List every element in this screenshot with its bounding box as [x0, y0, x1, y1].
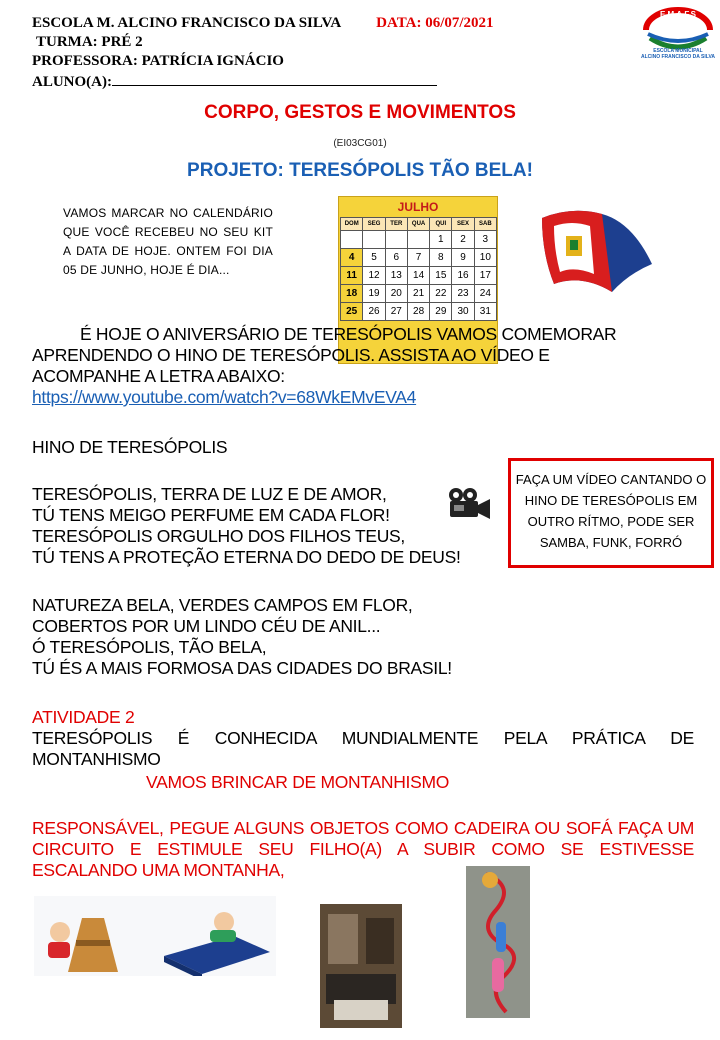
calendar-day: 4 [341, 249, 363, 267]
calendar-day: 25 [341, 303, 363, 321]
calendar-day: 28 [407, 303, 429, 321]
activity-label: ATIVIDADE 2 [32, 707, 135, 727]
hymn-line: Ó TERESÓPOLIS, TÃO BELA, [32, 637, 267, 657]
calendar-day: 7 [407, 249, 429, 267]
calendar-day [363, 231, 385, 249]
weekday: SEX [452, 218, 474, 231]
calendar-day: 18 [341, 285, 363, 303]
calendar-weekdays [341, 218, 497, 231]
calendar-day: 5 [363, 249, 385, 267]
calendar-week [341, 249, 497, 267]
calendar-day: 8 [430, 249, 452, 267]
anniversary-line: ACOMPANHE A LETRA ABAIXO: [32, 366, 285, 386]
climbing-kids-icon [34, 896, 276, 976]
calendar-day: 11 [341, 267, 363, 285]
calendar-day: 3 [474, 231, 496, 249]
video-challenge-box: FAÇA UM VÍDEO CANTANDO O HINO DE TERESÓPOLIS EM OUTRO RÍTMO, PODE SER SAMBA, FUNK, FORRÓ [508, 458, 714, 568]
calendar-month: JULHO [397, 200, 439, 214]
student-label: ALUNO(A): [32, 74, 112, 90]
sofa-photo-icon [320, 904, 402, 1028]
calendar-week [341, 267, 497, 285]
calendar-day: 29 [430, 303, 452, 321]
calendar-day: 13 [385, 267, 407, 285]
hymn-title: HINO DE TERESÓPOLIS [32, 437, 228, 457]
logo-line-1: ESCOLA MUNICIPAL [653, 48, 703, 54]
date-label: DATA: 06/07/2021 [376, 15, 494, 31]
calendar-day: 23 [452, 285, 474, 303]
calendar-day: 1 [430, 231, 452, 249]
calendar-day: 2 [452, 231, 474, 249]
anniversary-paragraph [32, 324, 616, 408]
logo-acronym: E.M.A.F.S [659, 10, 696, 19]
hymn-line: TÚ TENS MEIGO PERFUME EM CADA FLOR! [32, 505, 390, 525]
header-school-row [32, 14, 494, 33]
school-name: ESCOLA M. ALCINO FRANCISCO DA SILVA [32, 15, 341, 31]
calendar-day [407, 231, 429, 249]
calendar-day: 24 [474, 285, 496, 303]
calendar-day: 12 [363, 267, 385, 285]
weekday: TER [385, 218, 407, 231]
calendar-week [341, 231, 497, 249]
hymn-line: NATUREZA BELA, VERDES CAMPOS EM FLOR, [32, 595, 413, 615]
hymn-line: COBERTOS POR UM LINDO CÉU DE ANIL... [32, 616, 381, 636]
weekday: QUI [430, 218, 452, 231]
video-camera-icon [444, 486, 496, 520]
calendar-day: 19 [363, 285, 385, 303]
floor-circuit-photo [466, 866, 530, 1018]
calendar-day: 15 [430, 267, 452, 285]
calendar-grid [340, 217, 497, 321]
calendar-day: 17 [474, 267, 496, 285]
city-flag [532, 204, 662, 301]
children-climbing-illustration [34, 896, 276, 976]
hymn-stanza-1 [32, 484, 461, 568]
student-name-line [112, 71, 437, 86]
video-link[interactable]: https://www.youtube.com/watch?v=68WkEMvEVA4 [32, 387, 417, 407]
student-row [32, 71, 494, 92]
calendar-day: 9 [452, 249, 474, 267]
calendar-day: 21 [407, 285, 429, 303]
teacher-label: PROFESSORA: PATRÍCIA IGNÁCIO [32, 53, 284, 69]
calendar-day: 20 [385, 285, 407, 303]
page-title: CORPO, GESTOS E MOVIMENTOS [204, 102, 516, 123]
sofa-photo [320, 904, 402, 1028]
intro-text: VAMOS MARCAR NO CALENDÁRIO QUE VOCÊ RECEBEU NO SEU KIT A DATA DE HOJE. ONTEM FOI DIA 05 DE JUNHO, HOJE É DIA... [63, 206, 273, 277]
calendar-day: 22 [430, 285, 452, 303]
flag-icon [532, 204, 662, 296]
weekday: DOM [341, 218, 363, 231]
hymn-line: TERESÓPOLIS, TERRA DE LUZ E DE AMOR, [32, 484, 387, 504]
calendar-week [341, 285, 497, 303]
project-title: PROJETO: TERESÓPOLIS TÃO BELA! [187, 160, 533, 181]
calendar-day: 16 [452, 267, 474, 285]
weekday: SEG [363, 218, 385, 231]
hymn-line: TERESÓPOLIS ORGULHO DOS FILHOS TEUS, [32, 526, 405, 546]
calendar-day: 14 [407, 267, 429, 285]
calendar-day: 30 [452, 303, 474, 321]
calendar-day: 6 [385, 249, 407, 267]
calendar-day [385, 231, 407, 249]
logo-text [636, 48, 720, 60]
anniversary-line: É HOJE O ANIVERSÁRIO DE TERESÓPOLIS VAMOS COMEMORAR [80, 324, 617, 344]
weekday: QUA [407, 218, 429, 231]
header-block [32, 14, 494, 92]
class-label: TURMA: PRÉ 2 [36, 34, 143, 50]
activity-subtitle: VAMOS BRINCAR DE MONTANHISMO [146, 772, 450, 792]
skill-code: (EI03CG01) [333, 138, 387, 149]
calendar-day: 10 [474, 249, 496, 267]
video-camera [444, 486, 496, 525]
hymn-line: TÚ ÉS A MAIS FORMOSA DAS CIDADES DO BRASIL! [32, 658, 452, 678]
logo-line-2: ALCINO FRANCISCO DA SILVA [640, 54, 716, 60]
hymn-line: TÚ TENS A PROTEÇÃO ETERNA DO DEDO DE DEUS! [32, 547, 461, 567]
floor-circuit-photo-icon [466, 866, 530, 1018]
weekday: SAB [474, 218, 496, 231]
hymn-stanza-2 [32, 595, 452, 679]
calendar-week [341, 303, 497, 321]
calendar-day: 31 [474, 303, 496, 321]
calendar-day: 27 [385, 303, 407, 321]
calendar-day: 26 [363, 303, 385, 321]
school-logo [636, 4, 720, 66]
activity-instruction: RESPONSÁVEL, PEGUE ALGUNS OBJETOS COMO CADEIRA OU SOFÁ FAÇA UM CIRCUITO E ESTIMULE SEU FILHO(A) A SUBIR COMO SE ESTIVESSE ESCALANDO UMA MONTANHA, [32, 818, 694, 880]
activity-text: TERESÓPOLIS É CONHECIDA MUNDIALMENTE PELA PRÁTICA DE MONTANHISMO [32, 728, 694, 769]
calendar-day [341, 231, 363, 249]
anniversary-line: APRENDENDO O HINO DE TERESÓPOLIS. ASSISTA AO VÍDEO E [32, 345, 550, 365]
